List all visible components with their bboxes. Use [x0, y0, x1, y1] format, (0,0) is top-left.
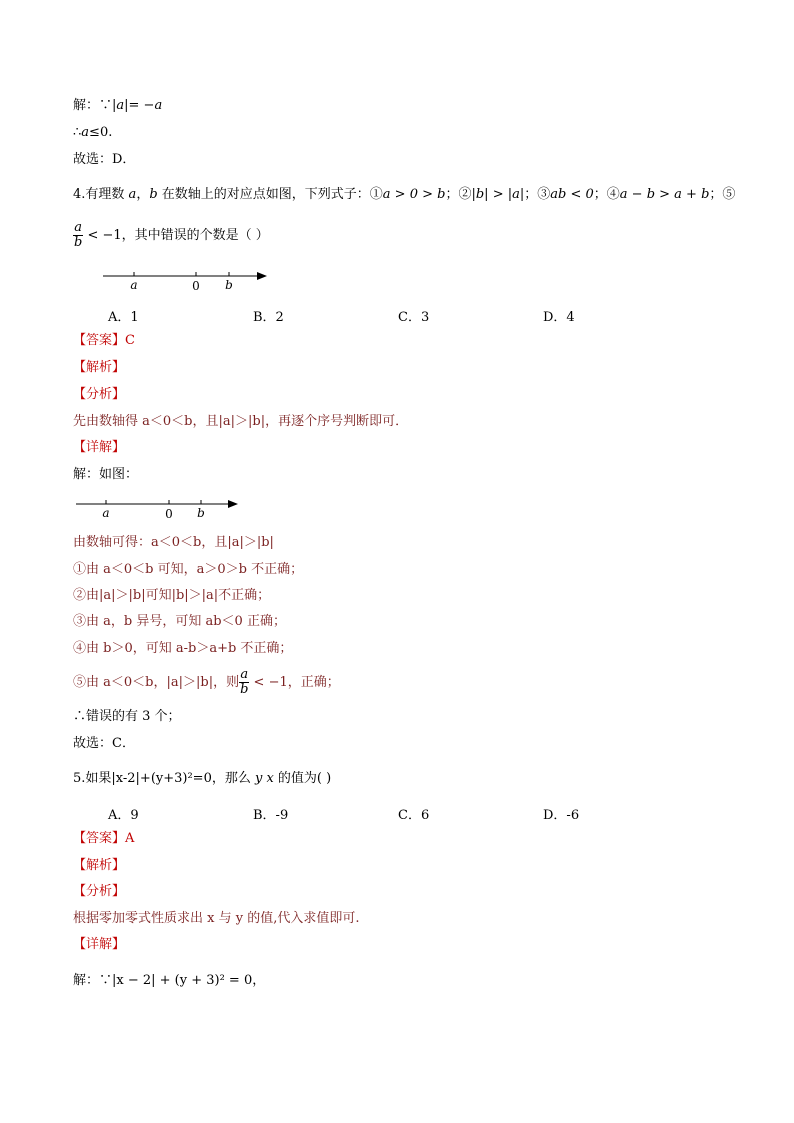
axis-label-zero: 0	[192, 279, 200, 293]
q5-solution-line: 解：∵|x − 2| + (y + 3)² = 0，	[73, 973, 266, 988]
q4-option-d[interactable]: D．4	[543, 310, 575, 325]
q5-xiangjie-heading: 【详解】	[73, 937, 126, 952]
axis-label-a: a	[102, 506, 110, 520]
q5-answer: 【答案】A	[73, 831, 135, 846]
axis-label-zero: 0	[165, 507, 173, 521]
q4-item-3: ③由 a，b 异号，可知 ab＜0 正确；	[73, 614, 286, 629]
q4-item-1: ①由 a＜0＜b 可知，a＞0＞b 不正确；	[73, 562, 304, 577]
q3-solution-line-1: 解：∵|a|= −a	[73, 98, 163, 113]
q4-number-line-detail	[70, 494, 250, 522]
q4-item-2: ②由|a|＞|b|可知|b|＞|a|不正确；	[73, 588, 271, 603]
q5-stem: 5.如果|x-2|+(y+3)²=0，那么 y x 的值为( )	[73, 771, 332, 786]
q5-option-a[interactable]: A．9	[108, 808, 139, 823]
q4-option-a[interactable]: A．1	[108, 310, 139, 325]
q4-conclusion: ∴错误的有 3 个；	[73, 709, 181, 724]
q4-fenxi-heading: 【分析】	[73, 387, 126, 402]
q5-option-c[interactable]: C．6	[398, 808, 430, 823]
q4-fraction: $\frac{a}{b}$	[74, 220, 83, 250]
q5-fenxi-text: 根据零加零式性质求出 x 与 y 的值,代入求值即可.	[73, 911, 360, 926]
axis-label-b: b	[197, 506, 205, 520]
q5-option-b[interactable]: B．-9	[253, 808, 289, 823]
q4-answer: 【答案】C	[73, 333, 135, 348]
q5-option-d[interactable]: D．-6	[543, 808, 580, 823]
q4-number-line	[95, 266, 275, 294]
q5-fenxi-heading: 【分析】	[73, 884, 126, 899]
q4-xiangjie-heading: 【详解】	[73, 440, 126, 455]
q4-fenxi-text: 先由数轴得 a＜0＜b，且|a|＞|b|，再逐个序号判断即可．	[73, 414, 409, 429]
q3-choice: 故选：D．	[73, 152, 136, 167]
q4-item-5: ⑤由 a＜0＜b，|a|＞|b|，则 $\frac{a}{b}$ < −1，正确；	[73, 667, 340, 697]
axis-label-a: a	[130, 278, 138, 292]
q4-detail-intro: 解：如图：	[73, 467, 139, 482]
q4-expr-1: a > 0 > b	[382, 187, 446, 202]
q5-jiexi-heading: 【解析】	[73, 858, 126, 873]
q4-expr-3: ab < 0	[550, 187, 594, 202]
q4-option-b[interactable]: B．2	[253, 310, 284, 325]
q4-item5-fraction: $\frac{a}{b}$	[240, 667, 249, 697]
q4-stem: 4.有理数 a，b 在数轴上的对应点如图，下列式子：①a > 0 > b；②|b| > |a|；③ab < 0；④a − b > a + b；⑤	[73, 187, 736, 202]
q4-expr-4: a − b > a + b	[619, 187, 710, 202]
q4-stem-line-2: $\frac{a}{b}$ < −1，其中错误的个数是（ ）	[74, 220, 269, 250]
q4-choice: 故选：C．	[73, 736, 135, 751]
q3-solution-line-2: ∴a≤0.	[73, 125, 113, 140]
q4-jiexi-heading: 【解析】	[73, 360, 126, 375]
axis-label-b: b	[225, 278, 233, 292]
q4-option-c[interactable]: C．3	[398, 310, 430, 325]
q4-item-4: ④由 b＞0，可知 a-b＞a+b 不正确；	[73, 641, 293, 656]
q4-expr-2: |b| > |a|	[471, 187, 525, 202]
q4-from-axis: 由数轴可得：a＜0＜b，且|a|＞|b|	[73, 535, 274, 550]
